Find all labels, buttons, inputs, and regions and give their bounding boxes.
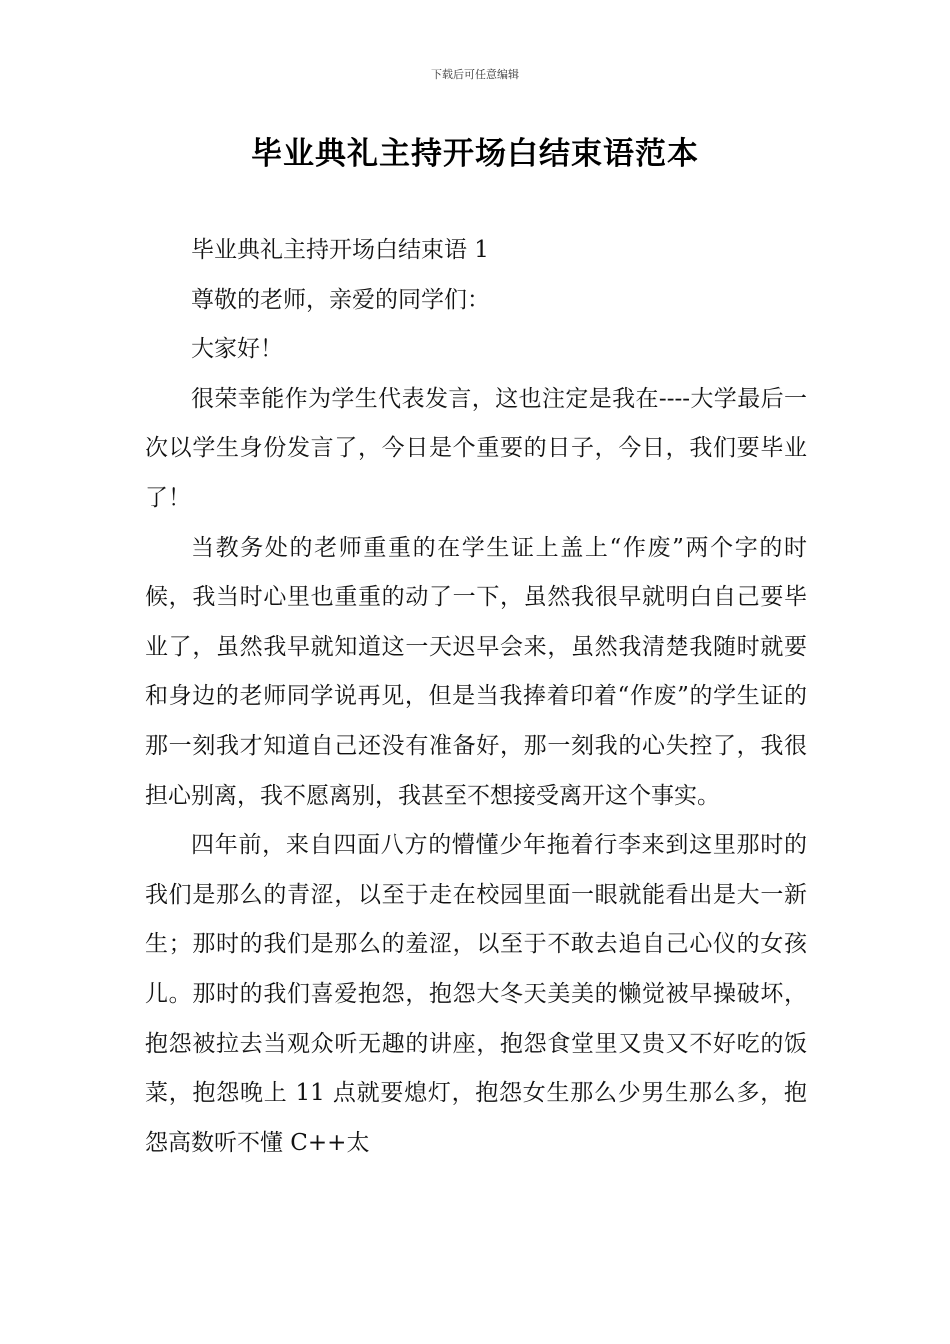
greeting: 大家好！: [191, 336, 283, 363]
header-note: 下载后可任意编辑: [431, 68, 519, 81]
salutation: 尊敬的老师，亲爱的同学们：: [191, 286, 490, 313]
section-heading: 毕业典礼主持开场白结束语 1: [191, 237, 489, 263]
body-paragraph: 四年前，来自四面八方的懵懂少年拖着行李来到这里那时的我们是那么的青涩，以至于走在校园里面一眼就能看出是大一新生；那时的我们是那么的羞涩，以至于不敢去追自己心仪的女孩儿。那时的我们喜爱抱怨，抱怨大冬天美美的懒觉被早操破坏，抱怨被拉去当观众听无趣的讲座，抱怨食堂里又贵又不好吃的饭菜，抱怨晚上 11 点就要熄灯，抱怨女生那么少男生那么多，抱怨高数听不懂 C++太: [145, 832, 807, 1156]
body-paragraph: 当教务处的老师重重的在学生证上盖上“作废”两个字的时候，我当时心里也重重的动了一下，虽然我很早就明白自己要毕业了，虽然我早就知道这一天迟早会来，虽然我清楚我随时就要和身边的老师同学说再见，但是当我捧着印着“作废”的学生证的那一刻我才知道自己还没有准备好，那一刻我的心失控了，我很担心别离，我不愿离别，我甚至不想接受离开这个事实。: [145, 534, 807, 809]
document-title: 毕业典礼主持开场白结束语范本: [251, 136, 699, 172]
document-body: [145, 226, 807, 1168]
body-paragraph: 很荣幸能作为学生代表发言，这也注定是我在----大学最后一次以学生身份发言了，今日是个重要的日子，今日，我们要毕业了！: [145, 385, 807, 511]
